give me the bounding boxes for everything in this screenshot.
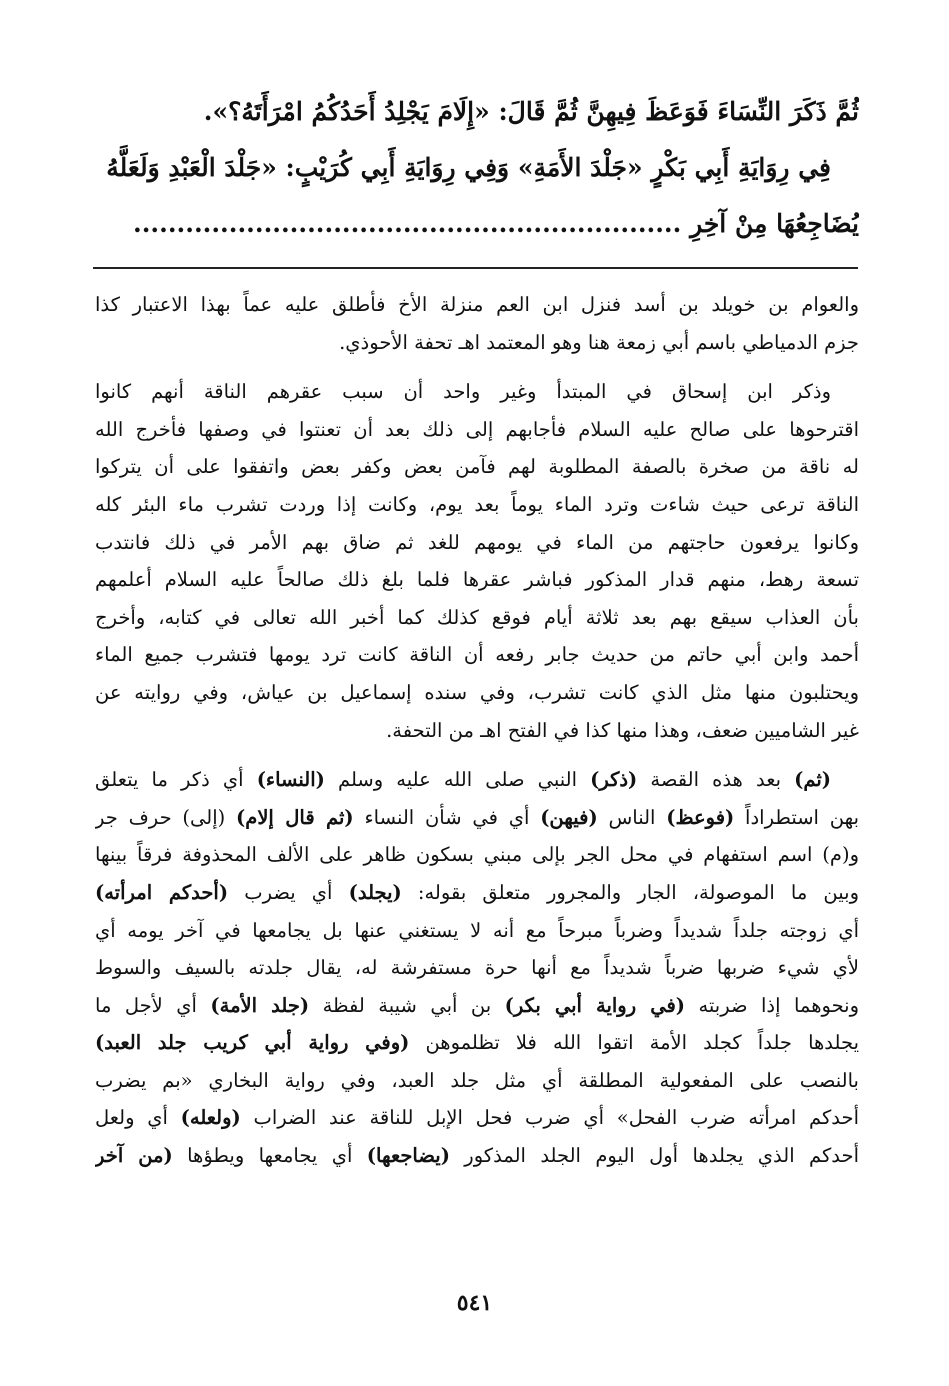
text-run: بن أبي شيبة لفظة	[309, 993, 505, 1017]
text-run: أي يضرب	[228, 880, 349, 904]
text-line: وكانوا يرفعون حاجتهم من الماء في يومهم للغد ثم ضاق بهم الأمر في ذلك فانتدب	[95, 530, 859, 554]
bold-term: (أحدكم امرأته)	[95, 880, 229, 904]
text-line: له ناقة من صخرة بالصفة المطلوبة لهم فآمن بعض وكفر بعض واتفقوا على أن يتركوا	[95, 455, 859, 479]
text-run: وبين ما الموصولة، الجار والمجرور متعلق بقوله:	[401, 880, 859, 904]
footnote-divider	[93, 267, 858, 269]
bold-term: (يضاجعها)	[366, 1144, 450, 1168]
bold-term: (النساء)	[256, 768, 325, 792]
text-line: ويحتلبون منها مثل الذي كانت تشرب، وفي سنده إسماعيل بن عياش، وفي روايته عن	[95, 680, 859, 704]
commentary	[95, 286, 859, 1187]
text-line	[95, 1024, 859, 1062]
text-run: النبي صلى الله عليه وسلم	[324, 768, 591, 792]
hadith-line-3-text: يُضَاجِعُهَا مِنْ آخِرِ	[690, 209, 859, 238]
text-run: بهن استطراداً	[734, 805, 859, 829]
text-line	[95, 761, 859, 799]
hadith-line-1: ثُمَّ ذَكَرَ النِّسَاءَ فَوَعَظَ فِيهِنَّ ثُمَّ قَالَ: «إِلَامَ يَجْلِدُ أَحَدُكُمُ امْرَأَتَهُ؟».	[203, 97, 859, 126]
bold-term: (ثم قال إلام)	[236, 805, 354, 829]
text-run: أي يجامعها ويطؤها	[172, 1144, 367, 1168]
text-line: الناقة ترعى حيث شاءت وترد الماء يوماً بعد يوم، وكانت إذا وردت تشرب ماء البئر كله	[95, 492, 859, 516]
text-run: أحدكم امرأته ضرب الفحل» أي ضرب فحل الإبل للناقة عند الضراب	[240, 1106, 859, 1130]
text-line: و(م) اسم استفهام في محل الجر بإلى مبني بسكون ظاهر على الألف المحذوفة فرقاً بينها	[95, 843, 859, 867]
text-line: جزم الدمياطي باسم أبي زمعة هنا وهو المعتمد اهـ تحفة الأحوذي.	[339, 330, 859, 354]
text-line: أي زوجته جلداً شديداً وضرباً مبرحاً مع أنه لا يستغني عنها بل يجامعها في آخر يومه أي	[95, 918, 859, 942]
bold-term: (جلد الأمة)	[210, 993, 310, 1017]
page-number: ٥٤١	[456, 1290, 493, 1316]
hadith-line-2: فِي رِوَايَةِ أَبِي بَكْرٍ «جَلْدَ الأَمَةِ» وَفِي رِوَايَةِ أَبِي كُرَيْبٍ: «جَلْدَ الْعَبْدِ وَلَعَلَّهُ	[106, 153, 831, 182]
bold-term: (في رواية أبي بكر)	[504, 993, 685, 1017]
text-line: بالنصب على المفعولية المطلقة أي مثل جلد العبد، وفي رواية البخاري «بم يضرب	[95, 1068, 859, 1092]
bold-term: (ذكر)	[590, 768, 638, 792]
text-run: بعد هذه القصة	[637, 768, 795, 792]
hadith-line-3	[90, 196, 859, 252]
text-run: (إلى) حرف جر	[95, 805, 237, 829]
text-line: تسعة رهط، منهم قدار المذكور فباشر عقرها فلما بلغ ذلك صالحاً عليه السلام أعلمهم	[95, 568, 859, 592]
bold-term: (وفي رواية أبي كريب جلد العبد)	[95, 1031, 410, 1055]
bold-term: (ولعله)	[180, 1106, 241, 1130]
text-line: لأي شيء ضربها ضرباً شديداً مع أنها حرة مستفرشة له، يقال جلدته بالسيف والسوط	[95, 956, 859, 980]
text-line: والعوام بن خويلد بن أسد فنزل ابن العم منزلة الأخ فأطلق عليه عماً بهذا الاعتبار كذا	[95, 293, 859, 316]
commentary-paragraph-2	[95, 373, 859, 749]
bold-term: (فوعظ)	[666, 805, 735, 829]
text-line: اقترحوها على صالح عليه السلام فأجابهم إلى ذلك بعد أن تعنتوا في وصفها فأخرج الله	[95, 417, 859, 441]
text-run: يجلدها جلداً كجلد الأمة اتقوا الله فلا تظلموهن	[409, 1031, 859, 1055]
text-run: أي ولعل	[95, 1106, 181, 1130]
text-line	[95, 1099, 859, 1137]
bold-term: (فيهن)	[540, 805, 598, 829]
text-run: الناس	[597, 805, 667, 829]
hadith-text	[90, 84, 859, 252]
bold-term: (من آخر	[95, 1144, 173, 1168]
bold-term: (يجلد)	[348, 880, 402, 904]
text-run: أي في شأن النساء	[353, 805, 541, 829]
text-line	[95, 874, 859, 912]
text-run: ونحوهما إذا ضربته	[685, 993, 859, 1017]
dotted-leader: ...............................................................	[133, 209, 682, 238]
text-line: أحمد وابن أبي حاتم من حديث جابر رفعه أن الناقة كانت ترد يومها فتشرب جميع الماء	[95, 643, 859, 667]
text-line	[95, 1137, 859, 1175]
bold-term: (ثم)	[794, 768, 831, 792]
text-run: أي ذكر ما يتعلق	[95, 768, 257, 792]
text-run: أي لأجل ما	[95, 993, 211, 1017]
text-line	[95, 987, 859, 1025]
commentary-paragraph-3	[95, 761, 859, 1175]
text-line: بأن العذاب سيقع بهم بعد ثلاثة أيام فوقع كذلك كما أخبر الله تعالى في كتابه، وأخرج	[95, 605, 859, 629]
text-run: أحدكم الذي يجلدها أول اليوم الجلد المذكور	[449, 1144, 859, 1168]
commentary-paragraph-1	[95, 286, 859, 361]
text-line: غير الشاميين ضعف، وهذا منها كذا في الفتح اهـ من التحفة.	[386, 718, 859, 742]
text-line: وذكر ابن إسحاق في المبتدأ وغير واحد أن سبب عقرهم الناقة أنهم كانوا	[95, 380, 831, 404]
text-line	[95, 799, 859, 837]
